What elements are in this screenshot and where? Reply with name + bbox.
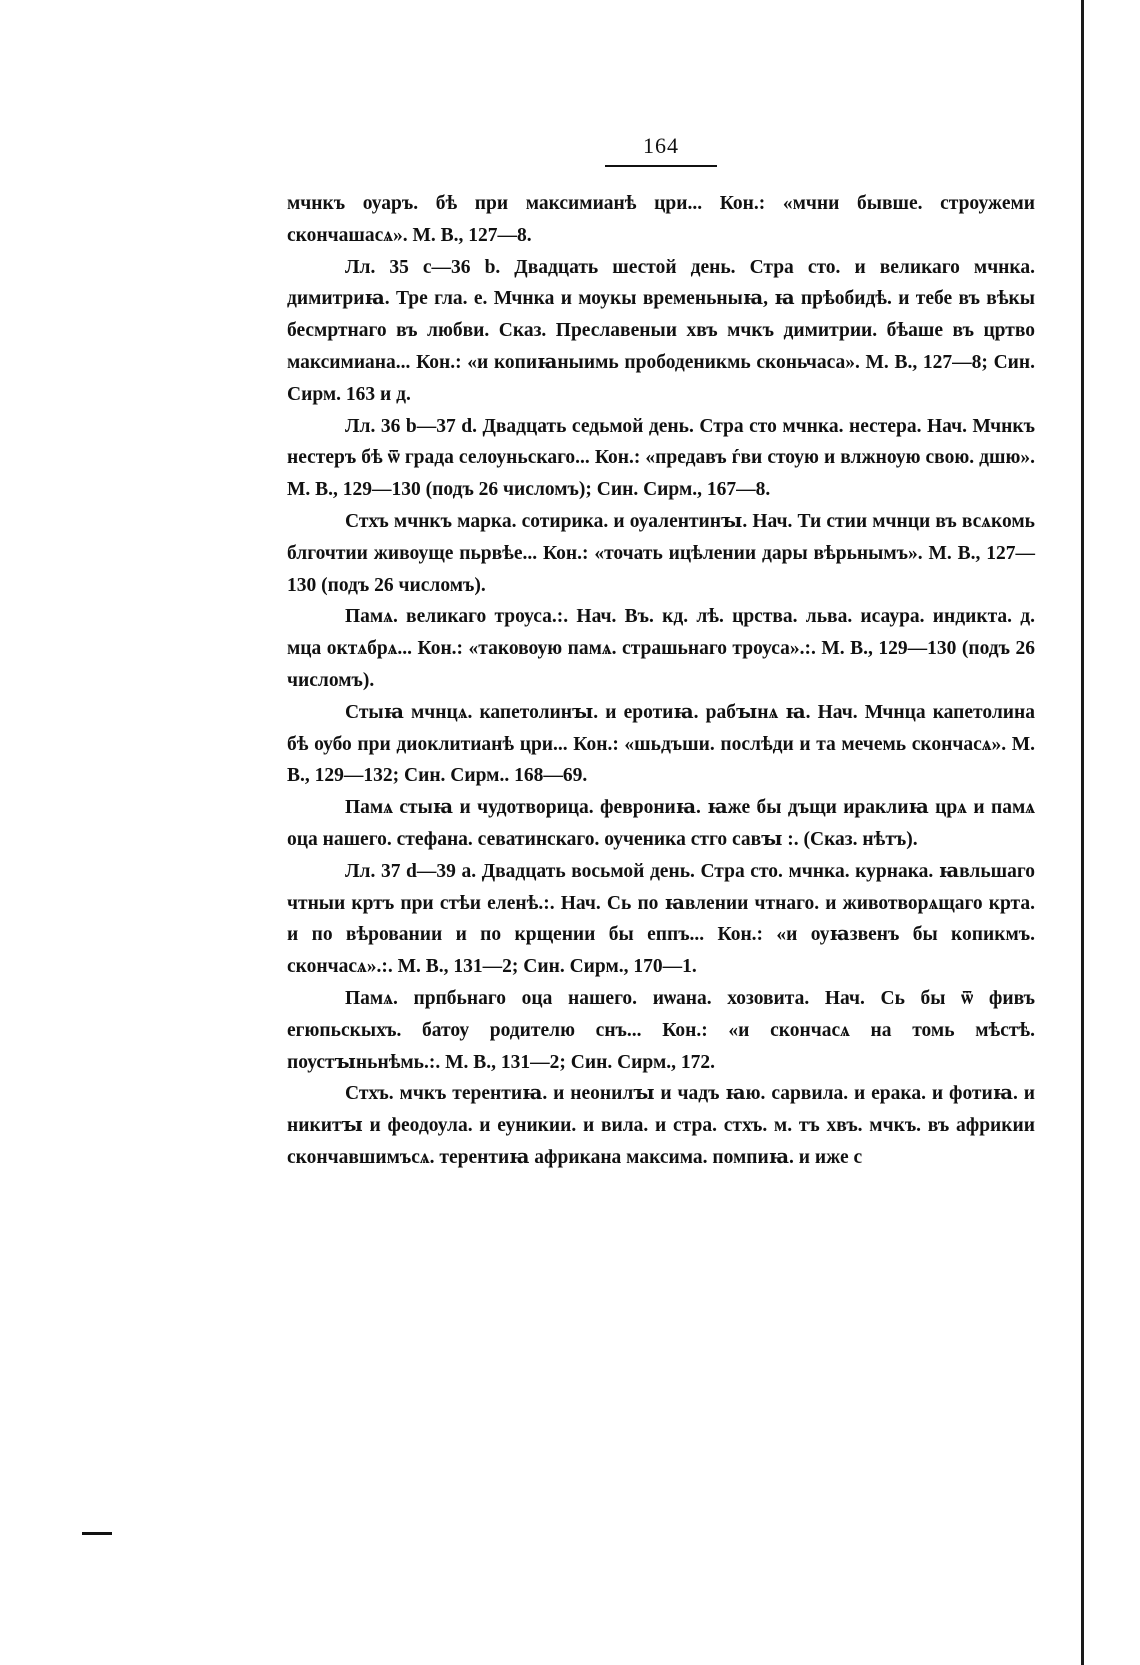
margin-dash-mark xyxy=(82,1532,112,1535)
paragraph-1: мчнкъ оуаръ. бѣ при максимианѣ цри... Кон.: «мчни бывше. строужеми скончашасѧ». М. В., 127—8. xyxy=(287,193,1035,246)
page-edge-line xyxy=(1081,0,1084,1665)
main-text xyxy=(287,188,1035,1174)
page-number: 164 xyxy=(643,133,679,158)
paragraph-5: Памѧ. великаго троуса.:. Нач. Въ. кд. лѣ. црства. льва. исаура. индикта. д. мца октѧбрѧ... Кон.: «таковоую памѧ. страшьнаго троуса».:. М. В., 129—130 (подъ 26 числомъ). xyxy=(287,606,1035,691)
paragraph-3: Лл. 36 b—37 d. Двадцать седьмой день. Стра сто мчнка. нестера. Нач. Мчнкъ нестеръ бѣ ѿ града селоуньскаго... Кон.: «предавъ ѓви стоую и влжноую свою. дшю». М. В., 129—130 (подъ 26 числомъ); Син. Сирм., 167—8. xyxy=(287,415,1035,501)
paragraph-8: Лл. 37 d—39 a. Двадцать восьмой день. Стра сто. мчнка. курнака. ꙗвльшаго чтныи кртъ при стѣи еленѣ.:. Нач. Сь по ꙗвлении чтнаго. и животворѧщаго крта. и по вѣровании и по крщении бы еппъ... Кон.: «и оуꙗзвенъ бы копикмъ. скончасѧ».:. М. В., 131—2; Син. Сирм., 170—1. xyxy=(287,860,1035,978)
paragraph-9: Памѧ. прпбьнаго оца нашего. иѡана. хозовита. Нач. Сь бы ѿ фивъ егюпьскыхъ. батоу родителю снъ... Кон.: «и скончасѧ на томь мѣстѣ. поустꙑньнѣмь.:. М. В., 131—2; Син. Сирм., 172. xyxy=(287,987,1035,1073)
page-number-rule xyxy=(605,165,717,167)
paragraph-4: Стхъ мчнкъ марка. сотирика. и оуалентинꙑ. Нач. Ти стии мчнци въ всѧкомь блгочтии живоуще пьрвѣе... Кон.: «точать ицѣлении дары вѣрьнымъ». М. В., 127—130 (подъ 26 числомъ). xyxy=(287,510,1035,596)
paragraph-10: Стхъ. мчкъ терентиꙗ. и неонилꙑ и чадъ ꙗю. сарвила. и ерака. и фотиꙗ. и никитꙑ и феодоула. и еуникии. и вила. и стра. стхъ. м. тъ хвъ. мчкъ. въ африкии скончавшимъсѧ. терентиꙗ африкана максима. помпиꙗ. и иже с xyxy=(287,1083,1035,1168)
paragraph-2: Лл. 35 c—36 b. Двадцать шестой день. Стра сто. и великаго мчнка. димитриꙗ. Тре гла. е. Мчнка и моукы временьныꙗ, ꙗ прѣобидѣ. и тебе въ вѣкы бесмртнаго въ любви. Сказ. Преславеныи хвъ мчкъ димитрии. бѣаше въ цртво максимиана... Кон.: «и копиꙗныимь прободеникмь сконьчаса». М. В., 127—8; Син. Сирм. 163 и д. xyxy=(287,256,1035,405)
paragraph-6: Стыꙗ мчнцѧ. капетолинꙑ. и еротиꙗ. рабꙑнѧ ꙗ. Нач. Мчнца капетолина бѣ оубо при диоклитианѣ цри... Кон.: «шьдъши. послѣди и та мечемь скончасѧ». М. В., 129—132; Син. Сирм.. 168—69. xyxy=(287,701,1035,787)
paragraph-7: Памѧ стыꙗ и чудотворица. феврониꙗ. ꙗже бы дъщи ираклиꙗ црѧ и памѧ оца нашего. стефана. севатинскаго. оученика стго савꙑ :. (Сказ. нѣтъ). xyxy=(287,797,1035,850)
